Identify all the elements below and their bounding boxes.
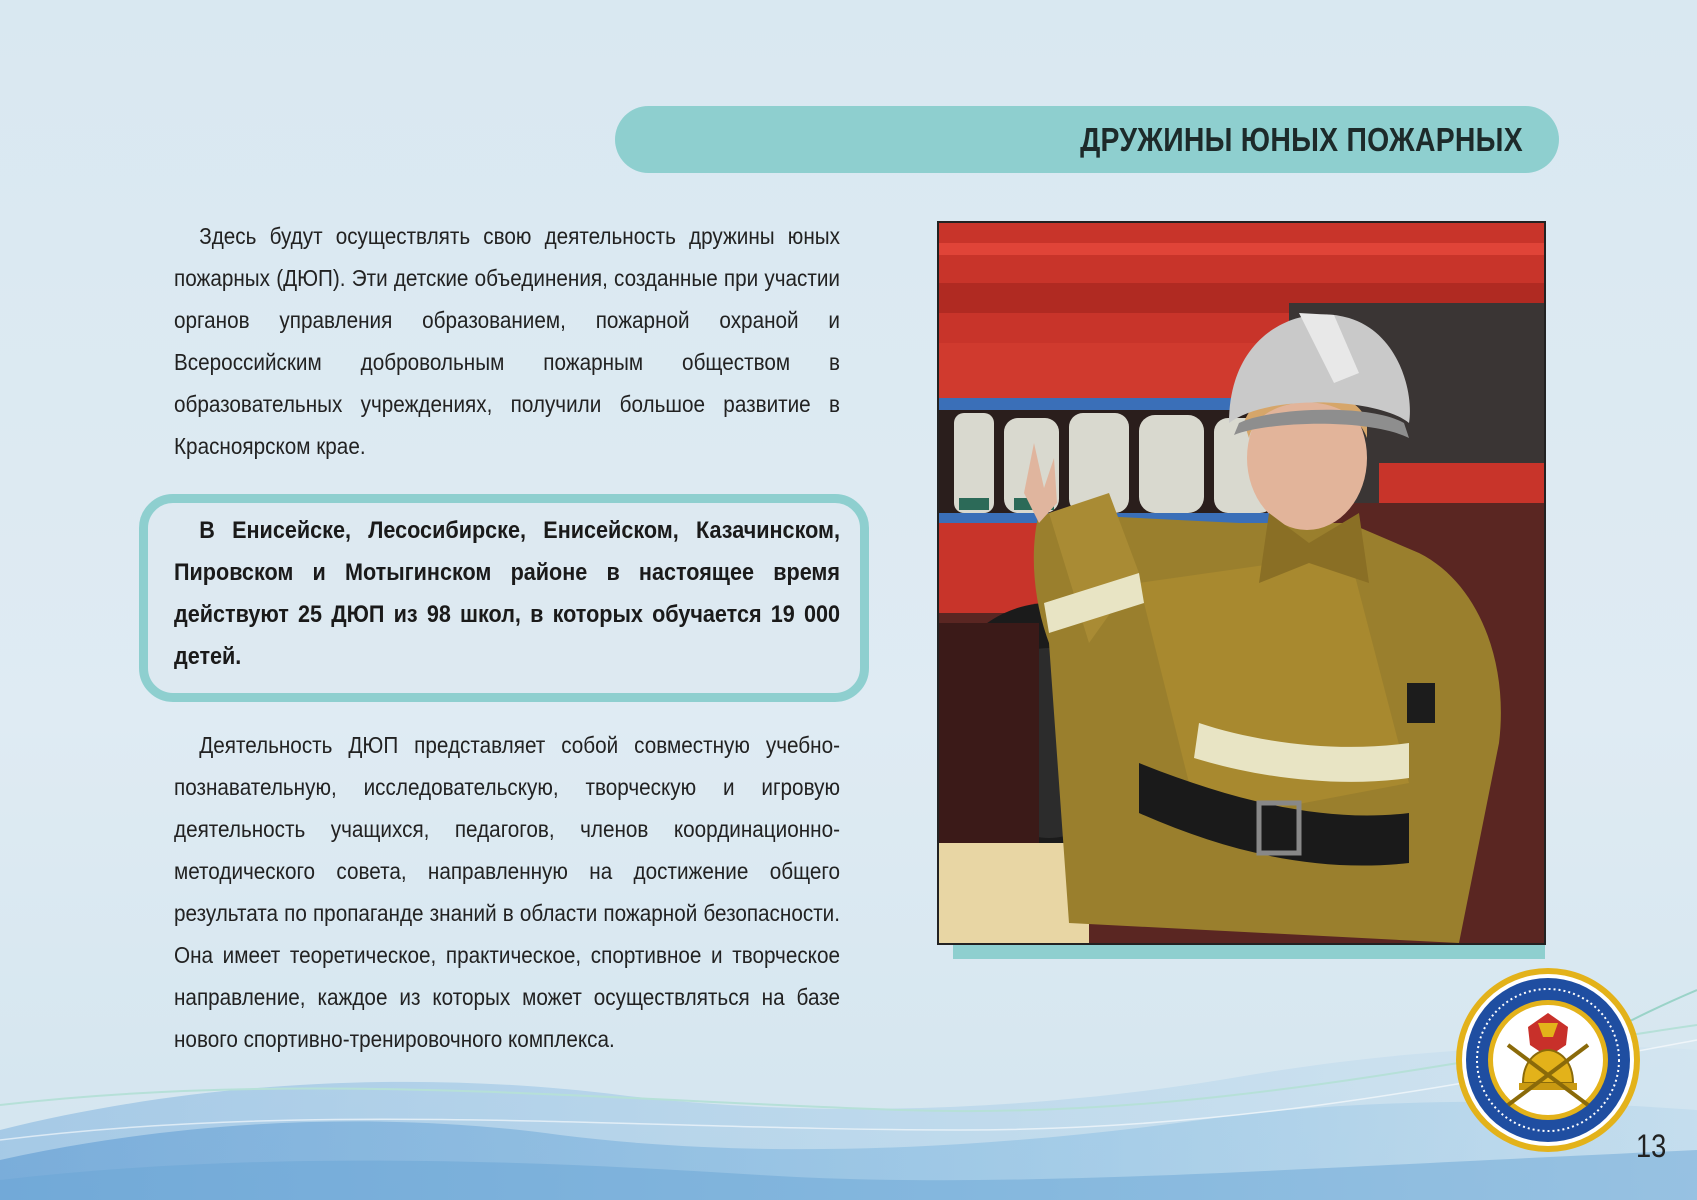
highlight-text: В Енисейске, Лесосибирске, Енисейском, Казачинском, Пировском и Мотыгинском районе в настоящее время действуют 25 ДЮП из 98 школ, в которых обучается 19 000 детей.	[174, 517, 840, 670]
section-title-bar	[615, 106, 1559, 173]
fire-protection-emblem	[1453, 965, 1643, 1155]
activity-paragraph: Деятельность ДЮП представляет собой совместную учебно-познавательную, исследовательскую, творческую и игровую деятельность учащихся, педагогов, членов координационно-методического совета, направленную на достижение общего результата по пропаганде знаний в области пожарной безопасности. Она имеет теоретическое, практическое, спортивное и творческое направление, каждое из которых может осуществляться на базе нового спортивно-тренировочного комплекса.	[174, 732, 840, 1052]
page-number: 13	[1636, 1128, 1667, 1164]
intro-paragraph: Здесь будут осуществлять свою деятельность дружины юных пожарных (ДЮП). Эти детские объединения, созданные при участии органов управления образованием, пожарной охраной и Всероссийским добровольным пожарным обществом в образовательных учреждениях, получили большое развитие в Красноярском крае.	[174, 223, 840, 459]
page-title: ДРУЖИНЫ ЮНЫХ ПОЖАРНЫХ	[1080, 121, 1523, 158]
young-firefighter-photo	[937, 221, 1546, 945]
